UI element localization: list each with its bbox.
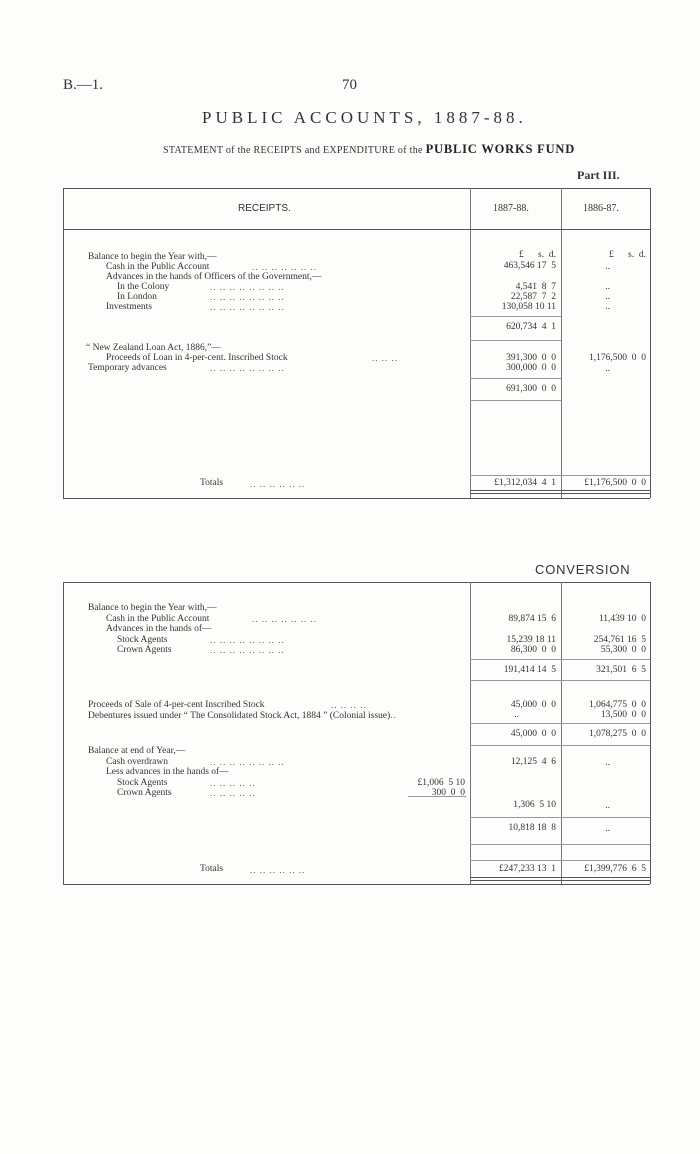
row-investments-1886: ..	[605, 302, 610, 312]
conv-row-crown-agents-1887: 86,300 0 0	[510, 645, 556, 655]
totals-label: Totals	[200, 478, 224, 488]
subtitle-prefix: STATEMENT of the RECEIPTS and EXPENDITURE of the	[163, 145, 423, 156]
leader-dots: .. .. .. .. .. ..	[250, 865, 306, 875]
leader-dots: .. .. .. .. .. .. ..	[252, 262, 317, 272]
conv-row-cash-public-1886: 11,439 10 0	[598, 614, 646, 624]
conv-row-cash-public-1887: 89,874 15 6	[508, 614, 556, 624]
leader-dots: .. .. .. .. .. ..	[250, 479, 306, 489]
conv-totals-label: Totals	[200, 864, 224, 874]
conv-subtotal3-1887: 10,818 18 8	[508, 823, 556, 833]
row-temporary-1886: ..	[605, 364, 610, 374]
leader-dots: .. .. .. .. .. .. ..	[252, 614, 317, 624]
conv-subtotal1-1887: 191,414 14 5	[503, 665, 556, 675]
row-in-london-label: In London	[117, 292, 157, 302]
conv-subtotal2-1887: 45,000 0 0	[510, 729, 556, 739]
conv-end-advances-1886: ..	[605, 801, 610, 811]
subtotal-balance-1887: 620,734 4 1	[506, 322, 556, 332]
row-in-london-1886: ..	[605, 292, 610, 302]
row-investments-1887: 130,058 10 11	[501, 302, 556, 312]
conv-row-debentures-1886: 13,500 0 0	[600, 710, 646, 720]
row-cash-public-label: Cash in the Public Account	[106, 262, 210, 272]
document-reference: B.—1.	[63, 77, 104, 93]
row-temporary-label: Temporary advances	[88, 363, 167, 373]
leader-dots: ..	[390, 710, 397, 720]
nz-loan-heading: “ New Zealand Loan Act, 1886,”—	[86, 343, 221, 353]
leader-dots: .. .. .. .. .. .. .. ..	[210, 292, 285, 302]
conv-end-stock-agents-inner: £1,006 5 10	[417, 778, 465, 788]
conv-row-proceeds-sale-1887: 45,000 0 0	[510, 700, 556, 710]
conv-totals-1887: £247,233 13 1	[499, 864, 556, 874]
conv-end-advances-1887: 1,306 5 10	[513, 800, 556, 810]
row-cash-public-1887: 463,546 17 5	[503, 261, 556, 271]
statement-subtitle	[163, 142, 575, 157]
row-in-colony-1886: ..	[605, 282, 610, 292]
col-header-1886-87: 1886-87.	[583, 203, 619, 214]
row-proceeds-loan-1887: 391,300 0 0	[506, 353, 556, 363]
conv-row-proceeds-sale-label: Proceeds of Sale of 4-per-cent Inscribed Stock	[88, 700, 265, 710]
balance-heading: Balance to begin the Year with,—	[88, 252, 217, 262]
leader-dots: .. .. .. .. .. .. .. ..	[210, 363, 285, 373]
conv-row-stock-agents-1886: 254,761 16 5	[593, 635, 646, 645]
conv-row-cash-overdrawn-1886: ..	[605, 758, 610, 768]
row-temporary-1887: 300,000 0 0	[506, 363, 556, 373]
leader-dots: .. .. .. .. ..	[210, 778, 256, 788]
debentures-text: Debentures issued under “ The Consolidated Stock Act, 1884 ” (Colonial issue)	[88, 711, 391, 721]
leader-dots: .. .. .. .. .. .. .. ..	[210, 757, 285, 767]
totals-1886: £1,176,500 0 0	[584, 478, 646, 488]
conv-end-crown-agents-inner: 300 0 0	[431, 788, 465, 798]
row-proceeds-loan-label: Proceeds of Loan in 4-per-cent. Inscribed Stock	[106, 353, 288, 363]
unit-header-1886: £ s. d.	[609, 250, 646, 260]
conv-row-crown-agents-label: Crown Agents	[117, 645, 172, 655]
conv-row-cash-public-label: Cash in the Public Account	[106, 614, 210, 624]
conv-row-debentures-label	[88, 710, 397, 722]
row-investments-label: Investments	[106, 302, 152, 312]
advances-heading: Advances in the hands of Officers of the Government,—	[106, 272, 322, 282]
conv-row-proceeds-sale-1886: 1,064,775 0 0	[589, 700, 646, 710]
row-cash-public-1886: ..	[605, 262, 610, 272]
leader-dots: .. .. ..	[372, 353, 398, 363]
conv-balance-end-heading: Balance at end of Year,—	[88, 746, 186, 756]
conv-less-advances-heading: Less advances in the hands of—	[106, 767, 229, 777]
page-title: PUBLIC ACCOUNTS, 1887-88.	[202, 108, 527, 127]
page-number: 70	[342, 77, 357, 93]
subtotal-loan-1887: 691,300 0 0	[506, 384, 556, 394]
conv-subtotal1-1886: 321,501 6 5	[596, 665, 646, 675]
row-in-colony-1887: 4,541 8 7	[515, 282, 556, 292]
row-in-london-1887: 22,587 7 2	[510, 292, 556, 302]
conv-subtotal2-1886: 1,078,275 0 0	[589, 729, 646, 739]
conv-advances-heading: Advances in the hands of—	[106, 624, 212, 634]
leader-dots: .. .. .. .. .. .. .. ..	[210, 645, 285, 655]
conv-totals-1886: £1,399,776 6 5	[584, 864, 646, 874]
leader-dots: .. .. .. .. ..	[210, 788, 256, 798]
conv-row-cash-overdrawn-label: Cash overdrawn	[106, 757, 168, 767]
totals-1887: £1,312,034 4 1	[494, 478, 556, 488]
conv-subtotal3-1886: ..	[605, 824, 610, 834]
conv-row-debentures-1887: ..	[514, 710, 519, 720]
unit-header-1887: £ s. d.	[519, 250, 556, 260]
conv-end-crown-agents-label: Crown Agents	[117, 788, 172, 798]
conv-row-stock-agents-label: Stock Agents	[117, 635, 168, 645]
conv-balance-heading: Balance to begin the Year with,—	[88, 603, 217, 613]
part-label: Part III.	[577, 168, 620, 182]
col-header-1887-88: 1887-88.	[493, 203, 529, 214]
conv-end-stock-agents-label: Stock Agents	[117, 778, 168, 788]
subtitle-fund-name: PUBLIC WORKS FUND	[425, 142, 576, 156]
conv-row-stock-agents-1887: 15,239 18 11	[506, 635, 556, 645]
row-proceeds-loan-1886: 1,176,500 0 0	[589, 353, 646, 363]
conversion-heading: CONVERSION	[535, 562, 631, 577]
row-in-colony-label: In the Colony	[117, 282, 170, 292]
col-header-receipts: RECEIPTS.	[238, 203, 291, 214]
conv-row-crown-agents-1886: 55,300 0 0	[600, 645, 646, 655]
leader-dots: .. .. .. .. .. .. .. ..	[210, 302, 285, 312]
leader-dots: .. .. .. ..	[331, 700, 367, 710]
leader-dots: .. .. .. .. .. .. .. ..	[210, 635, 285, 645]
conv-row-cash-overdrawn-1887: 12,125 4 6	[510, 757, 556, 767]
leader-dots: .. .. .. .. .. .. .. ..	[210, 282, 285, 292]
